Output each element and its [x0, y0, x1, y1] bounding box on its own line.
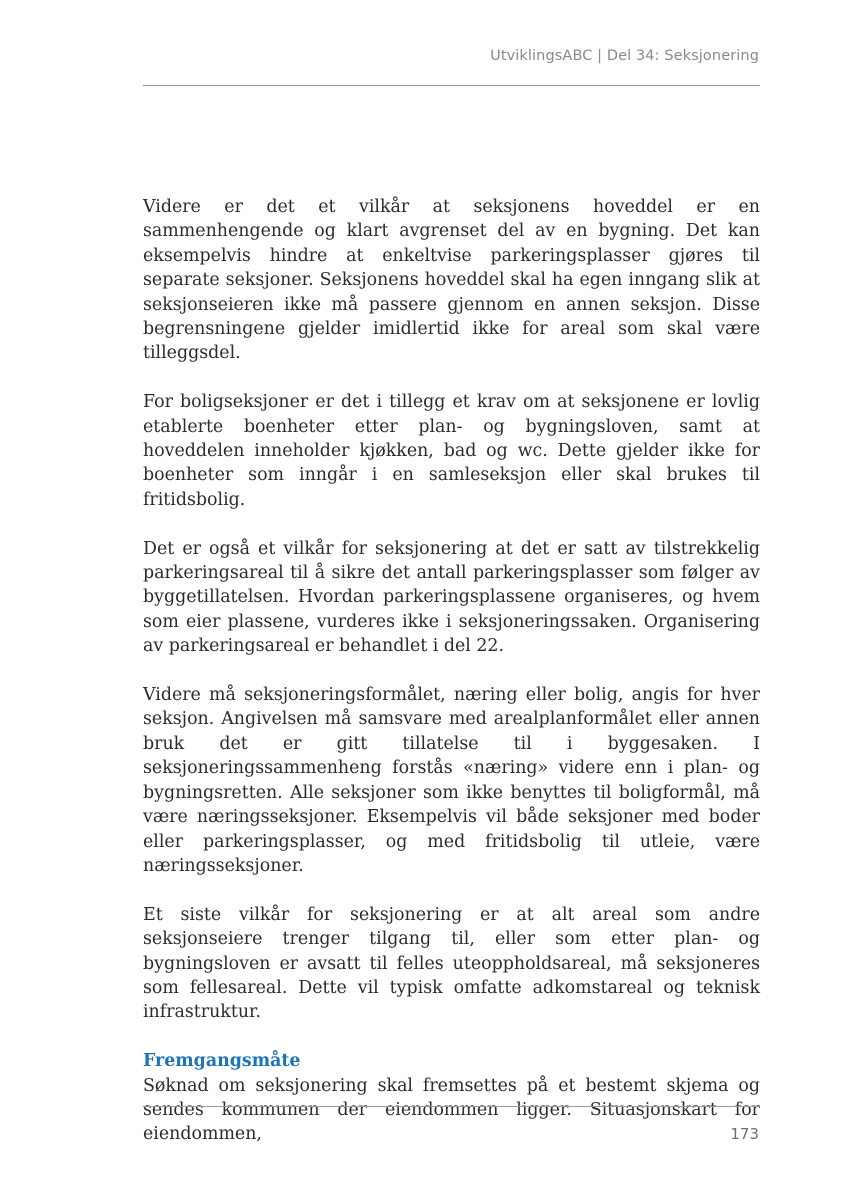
paragraph-4: Videre må seksjoneringsformålet, næring eller bolig, angis for hver seksjon. Angivelsen må samsvare med arealplanformålet eller annen bruk det er gitt tillatelse til i byggesaken. I seksjoneringssammenheng forstås «næring» videre enn i plan- og bygningsretten. Alle seksjoner som ikke benyttes til boligformål, må være næringsseksjoner. Eksempelvis vil både seksjoner med boder eller parkeringsplasser, og med fritidsbolig til utleie, være næringsseksjoner. — [143, 685, 760, 876]
running-head: UtviklingsABC | Del 34: Seksjonering — [490, 48, 759, 64]
page-number: 173 — [730, 1125, 759, 1143]
paragraph-2: For boligseksjoner er det i tillegg et krav om at seksjonene er lovlig etablerte boenheter etter plan- og bygningsloven, samt at hoveddelen inneholder kjøkken, bad og wc. Dette gjelder ikke for boenheter som inngår i en samleseksjon eller skal brukes til fritidsbolig. — [143, 392, 760, 510]
header-rule — [143, 85, 760, 86]
section-paragraph: Søknad om seksjonering skal fremsettes på et bestemt skjema og sendes kommunen der eiendommen ligger. Situasjonskart for eiendommen, — [143, 1075, 760, 1145]
paragraph-5: Et siste vilkår for seksjonering er at alt areal som andre seksjonseiere trenger tilgang til, eller som etter plan- og bygningsloven er avsatt til felles uteoppholdsareal, må seksjoneres som fellesareal. Dette vil typisk omfatte adkomstareal og teknisk infrastruktur. — [143, 904, 760, 1023]
paragraph-3: Det er også et vilkår for seksjonering at det er satt av tilstrekkelig parkeringsareal til å sikre det antall parkeringsplasser som følger av byggetillatelsen. Hvordan parkeringsplassene organiseres, og hvem som eier plassene, vurderes ikke i seksjoneringssaken. Organisering av parkeringsareal er behandlet i del 22. — [143, 538, 760, 657]
footer-rule — [143, 1106, 760, 1107]
paragraph-1: Videre er det et vilkår at seksjonens hoveddel er en sammenhengende og klart avgrenset del av en bygning. Det kan eksempelvis hindre at enkeltvise parkeringsplasser gjøres til separate seksjoner. Seksjonens hoveddel skal ha egen inngang slik at seksjonseieren ikke må passere gjennom en annen seksjon. Disse begrensningene gjelder imidlertid ikke for areal som skal være tilleggsdel. — [143, 197, 760, 364]
section-heading: Fremgangsmåte — [143, 1051, 301, 1072]
page-body — [143, 195, 760, 1147]
